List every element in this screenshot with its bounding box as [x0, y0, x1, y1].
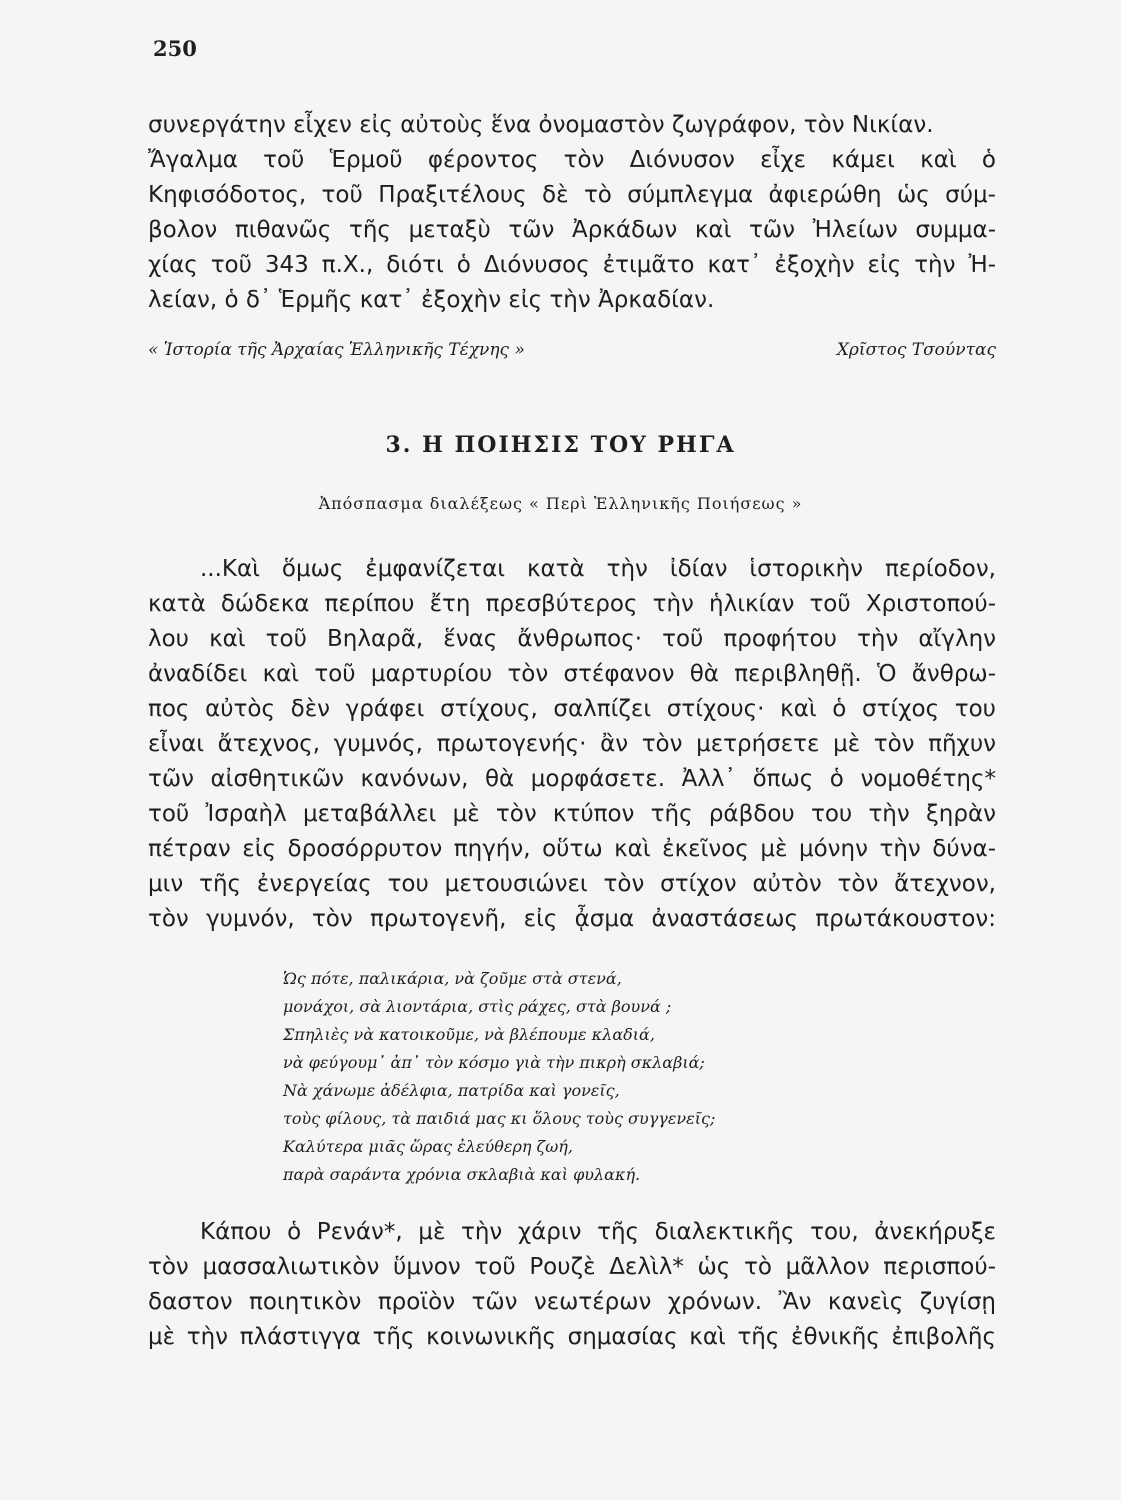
text-line: πος αὐτὸς δὲν γράφει στίχους, σαλπίζει στίχους· καὶ ὁ στίχος του: [148, 696, 996, 722]
paragraph-3: [148, 1215, 996, 1355]
text-line: Κάπου ὁ Ρενάν*, μὲ τὴν χάριν τῆς διαλεκτικῆς του, ἀνεκήρυξε: [200, 1219, 996, 1245]
poem-line: Ὡς πότε, παλικάρια, νὰ ζοῦμε στὰ στενά,: [283, 969, 622, 988]
text-line: μιν τῆς ἐνεργείας του μετουσιώνει τὸν στίχον αὐτὸν τὸν ἄτεχνον,: [148, 871, 996, 897]
text-line: τῶν αἰσθητικῶν κανόνων, θὰ μορφάσετε. Ἀλλ᾽ ὅπως ὁ νομοθέτης*: [148, 766, 996, 792]
section-heading: 3. Η ΠΟΙΗΣΙΣ ΤΟΥ ΡΗΓΑ: [385, 432, 736, 458]
text-line: εἶναι ἄτεχνος, γυμνός, πρωτογενής· ἂν τὸν μετρήσετε μὲ τὸν πῆχυν: [148, 731, 996, 757]
text-line: λείαν, ὁ δ᾽ Ἑρμῆς κατ᾽ ἐξοχὴν εἰς τὴν Ἀρκαδίαν.: [148, 287, 715, 313]
poem-line: μονάχοι, σὰ λιοντάρια, στὶς ράχες, στὰ βουνά ;: [283, 997, 672, 1016]
poem-line: τοὺς φίλους, τὰ παιδιά μας κι ὅλους τοὺς συγγενεῖς;: [283, 1109, 716, 1128]
paragraph-1: [148, 108, 996, 318]
text-line: βολον πιθανῶς τῆς μεταξὺ τῶν Ἀρκάδων καὶ τῶν Ἠλείων συμμα-: [148, 217, 996, 243]
paragraph-2: [148, 552, 996, 937]
text-line: λου καὶ τοῦ Βηλαρᾶ, ἕνας ἄνθρωπος· τοῦ προφήτου τὴν αἴγλην: [148, 626, 996, 652]
page-number: 250: [153, 36, 197, 61]
text-line: τὸν μασσαλιωτικὸν ὕμνον τοῦ Ρουζὲ Δελὶλ* ὡς τὸ μᾶλλον περισπού-: [148, 1254, 996, 1280]
text-line: μὲ τὴν πλάστιγγα τῆς κοινωνικῆς σημασίας καὶ τῆς ἐθνικῆς ἐπιβολῆς: [148, 1324, 996, 1350]
citation: [148, 340, 996, 360]
text-line: χίας τοῦ 343 π.Χ., διότι ὁ Διόνυσος ἐτιμᾶτο κατ᾽ ἐξοχὴν εἰς τὴν Ἠ-: [148, 252, 996, 278]
text-line: τὸν γυμνόν, τὸν πρωτογενῆ, εἰς ᾆσμα ἀναστάσεως πρωτάκουστον:: [148, 906, 996, 932]
poem-line: Καλύτερα μιᾶς ὥρας ἐλεύθερη ζωή,: [283, 1137, 573, 1156]
poem-line: παρὰ σαράντα χρόνια σκλαβιὰ καὶ φυλακή.: [283, 1165, 641, 1184]
section-subheading: Ἀπόσπασμα διαλέξεως « Περὶ Ἑλληνικῆς Ποιήσεως »: [318, 494, 803, 513]
poem-line: Σπηλιὲς νὰ κατοικοῦμε, νὰ βλέπουμε κλαδιά,: [283, 1025, 655, 1044]
text-line: Ἄγαλμα τοῦ Ἑρμοῦ φέροντος τὸν Διόνυσον εἶχε κάμει καὶ ὁ: [148, 147, 996, 173]
poem-line: Νὰ χάνωμε ἀδέλφια, πατρίδα καὶ γονεῖς,: [283, 1081, 620, 1100]
poem-line: νὰ φεύγουμ᾽ ἀπ᾽ τὸν κόσμο γιὰ τὴν πικρὴ σκλαβιά;: [283, 1053, 705, 1072]
citation-author: Χρῖστος Τσούντας: [836, 340, 996, 360]
text-line: τοῦ Ἰσραὴλ μεταβάλλει μὲ τὸν κτύπον τῆς ράβδου του τὴν ξηρὰν: [148, 801, 996, 827]
citation-source: « Ἱστορία τῆς Ἀρχαίας Ἑλληνικῆς Τέχνης »: [148, 340, 525, 360]
text-line: Κηφισόδοτος, τοῦ Πραξιτέλους δὲ τὸ σύμπλεγμα ἀφιερώθη ὡς σύμ-: [148, 182, 996, 208]
text-line: πέτραν εἰς δροσόρρυτον πηγήν, οὕτω καὶ ἐκεῖνος μὲ μόνην τὴν δύνα-: [148, 836, 996, 862]
text-line: συνεργάτην εἶχεν εἰς αὐτοὺς ἕνα ὀνομαστὸν ζωγράφον, τὸν Νικίαν.: [148, 112, 934, 138]
poem: [283, 965, 715, 1189]
text-line: ...Καὶ ὅμως ἐμφανίζεται κατὰ τὴν ἰδίαν ἱστορικὴν περίοδον,: [200, 556, 996, 582]
text-line: δαστον ποιητικὸν προϊὸν τῶν νεωτέρων χρόνων. Ἂν κανεὶς ζυγίσῃ: [148, 1289, 996, 1315]
text-line: κατὰ δώδεκα περίπου ἔτη πρεσβύτερος τὴν ἡλικίαν τοῦ Χριστοπού-: [148, 591, 996, 617]
text-line: ἀναδίδει καὶ τοῦ μαρτυρίου τὸν στέφανον θὰ περιβληθῇ. Ὁ ἄνθρω-: [148, 661, 996, 687]
